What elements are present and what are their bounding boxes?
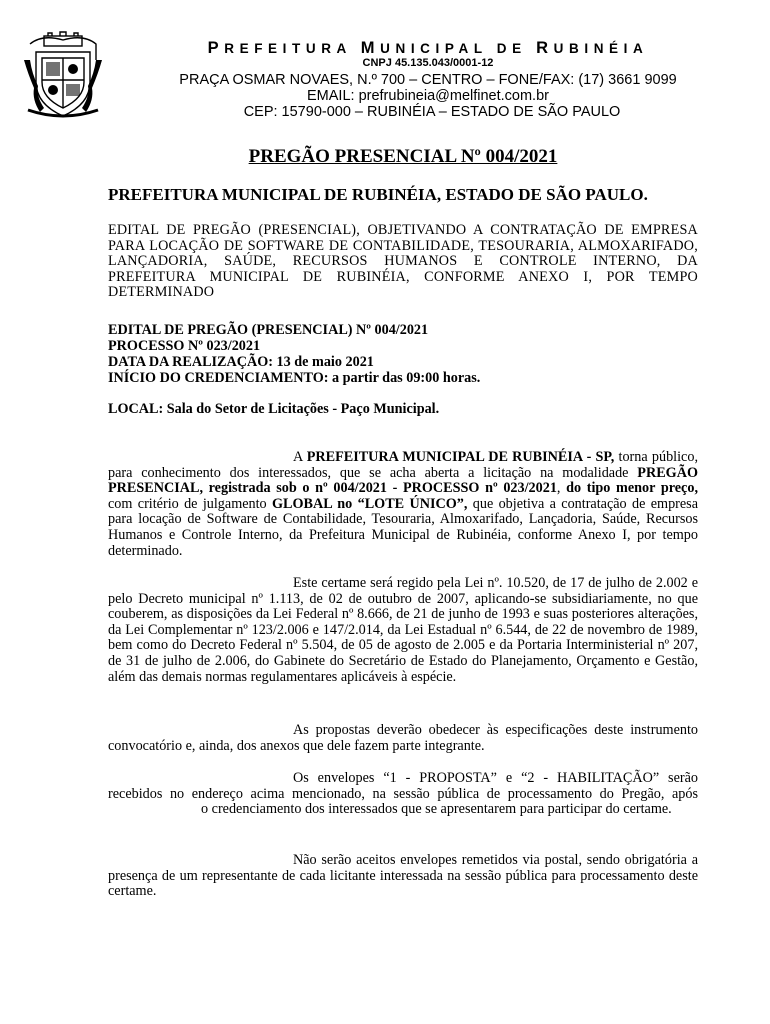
email-line: EMAIL: prefrubineia@melfinet.com.br: [307, 88, 549, 104]
paragraph-announcement: A PREFEITURA MUNICIPAL DE RUBINÉIA - SP, torna público, para conhecimento dos interessados, que se acha aberta a licitação na modalidade PREGÃO PRESENCIAL, registrada sob o nº 004/2021 - PROCESSO nº 023/2021, do tipo menor preço, com critério de julgamento GLOBAL no “LOTE ÚNICO”, que objetiva a contratação de empresa para locação de Software de Contabilidade, Tesouraria, Almoxarifado, Lançadoria, Saúde, Recursos Humanos e Controle Interno, da Prefeitura Municipal de Rubinéia, conforme Anexo I, por tempo determinado.: [108, 449, 699, 559]
processo-number: PROCESSO Nº 023/2021: [108, 338, 261, 354]
cnpj-line: CNPJ 45.135.043/0001-12: [362, 57, 494, 69]
org-word-1: PREFEITURA: [207, 39, 352, 57]
edital-metadata: [108, 322, 698, 386]
edital-number: EDITAL DE PREGÃO (PRESENCIAL) Nº 004/2021: [108, 322, 429, 338]
org-word-3: DE: [496, 41, 527, 56]
paragraph-proposals: As propostas deverão obedecer às especificações deste instrumento convocatório e, ainda, dos anexos que dele fazem parte integrante.: [108, 722, 698, 754]
document-subtitle: PREFEITURA MUNICIPAL DE RUBINÉIA, ESTADO DE SÃO PAULO.: [108, 185, 648, 204]
paragraph-postal: Não serão aceitos envelopes remetidos via postal, sendo obrigatória a presença de um representante de cada licitante interessada na sessão pública para processamento deste certame.: [108, 852, 698, 900]
address-line: PRAÇA OSMAR NOVAES, N.º 700 – CENTRO – FONE/FAX: (17) 3661 9099: [179, 72, 677, 88]
municipal-crest-icon: [22, 30, 104, 120]
paragraph-envelopes: Os envelopes “1 - PROPOSTA” e “2 - HABILITAÇÃO” serão recebidos no endereço acima mencionado, na sessão pública de processamento do Pregão, apóso credenciamento dos interessados que se apresentarem para participar do certame.: [108, 770, 698, 818]
credential-start: INÍCIO DO CREDENCIAMENTO: a partir das 09:00 horas.: [108, 370, 481, 386]
organization-name: [148, 39, 708, 58]
location-line: LOCAL: Sala do Setor de Licitações - Paço Municipal.: [108, 401, 440, 417]
paragraph-legal-basis: Este certame será regido pela Lei nº. 10.520, de 17 de julho de 2.002 e pelo Decreto municipal nº 1.113, de 02 de outubro de 2007, aplicando-se subsidiariamente, no que couberem, as disposições da Lei Federal nº 8.666, de 21 de junho de 1993 e suas posteriores alterações, da Lei Complementar nº 123/2.006 e 147/2.014, da Lei Estadual nº 6.544, de 22 de novembro de 1989, bem como do Decreto Federal nº 5.504, de 05 de agosto de 2.005 e da Portaria Interministerial nº 207, de 31 de julho de 2.006, do Gabinete do Secretário de Estado do Planejamento, Orçamento e Gestão, além das demais normas regulamentares aplicáveis à espécie.: [108, 575, 698, 685]
cep-line: CEP: 15790-000 – RUBINÉIA – ESTADO DE SÃO PAULO: [243, 104, 621, 120]
document-title: PREGÃO PRESENCIAL Nº 004/2021: [248, 146, 558, 167]
org-word-4: RUBINÉIA: [536, 39, 649, 57]
realization-date: DATA DA REALIZAÇÃO: 13 de maio 2021: [108, 354, 374, 370]
edital-object-paragraph: EDITAL DE PREGÃO (PRESENCIAL), OBJETIVANDO A CONTRATAÇÃO DE EMPRESA PARA LOCAÇÃO DE SOFTWARE DE CONTABILIDADE, TESOURARIA, ALMOXARIFADO, LANÇADORIA, SAÚDE, RECURSOS HUMANOS E CONTROLE INTERNO, DA PREFEITURA MUNICIPAL DE RUBINÉIA, CONFORME ANEXO I, POR TEMPO DETERMINADO: [108, 222, 698, 301]
org-word-2: MUNICIPAL: [360, 39, 488, 57]
